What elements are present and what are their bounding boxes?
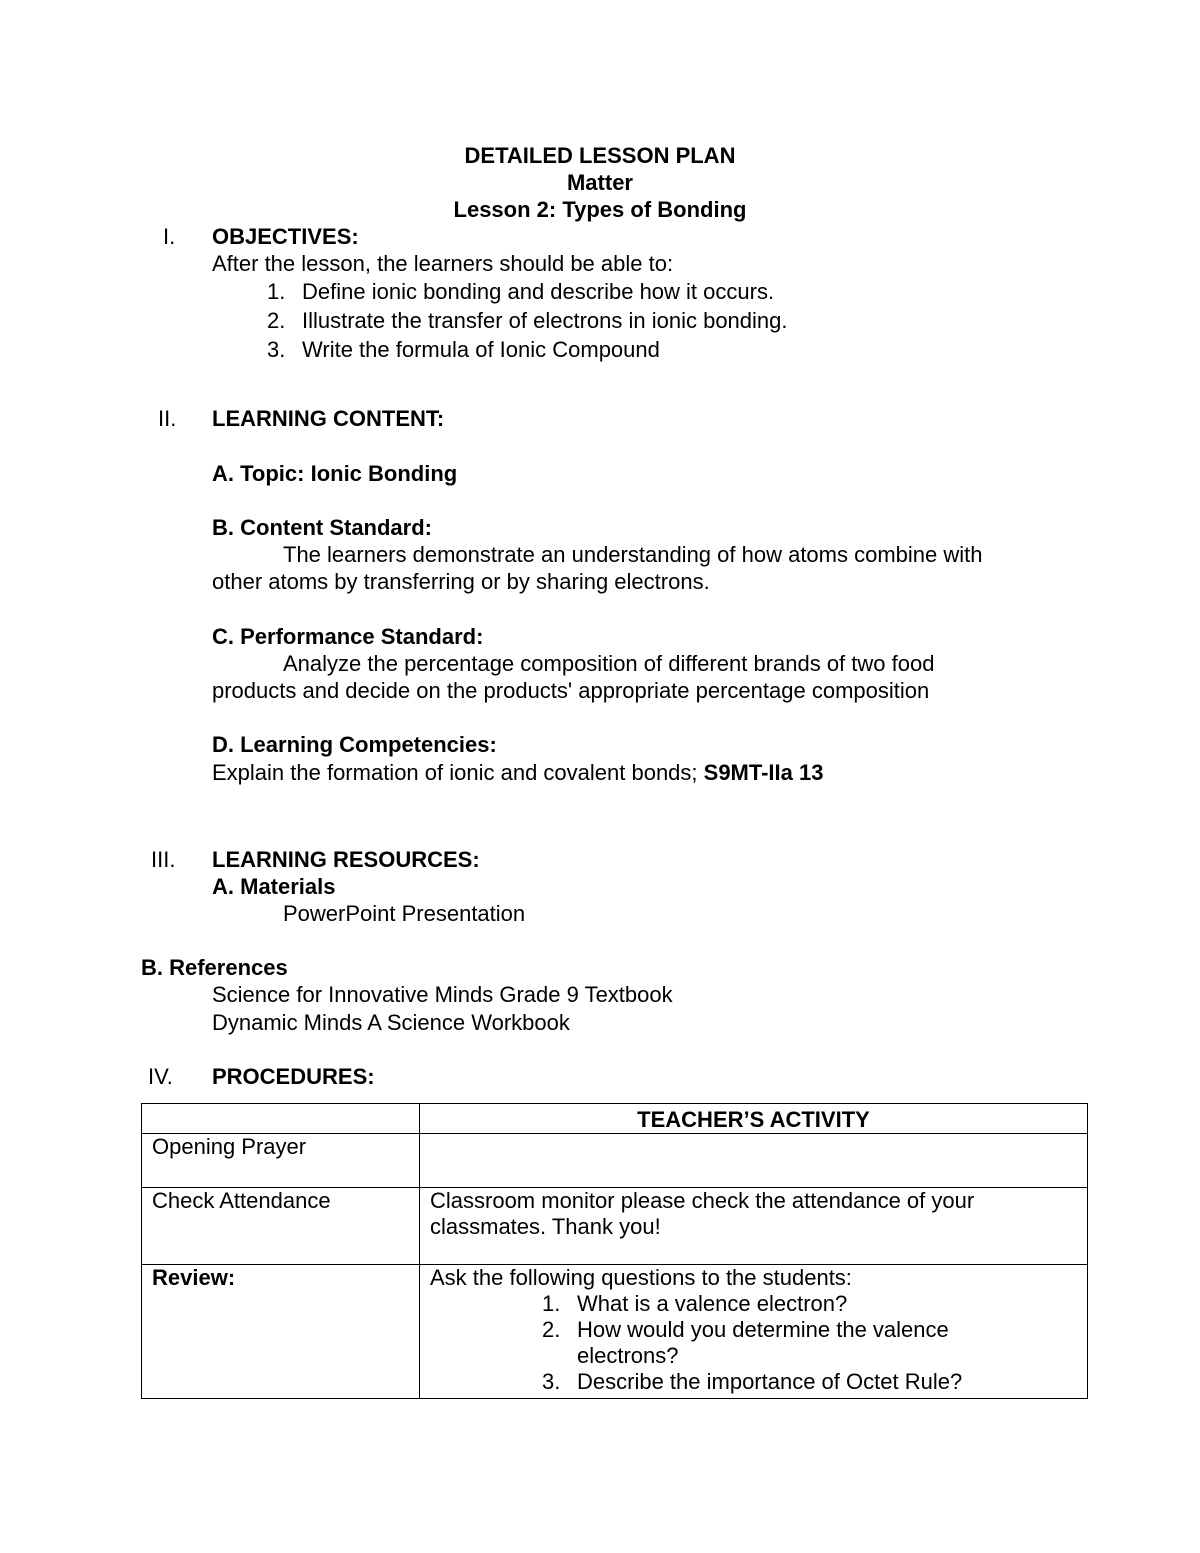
learning-competencies-heading: D. Learning Competencies: <box>212 732 497 757</box>
question-text: Describe the importance of Octet Rule? <box>577 1369 963 1394</box>
learning-competencies-text <box>212 760 823 786</box>
performance-standard-text: Analyze the percentage composition of different brands of two food <box>283 651 935 676</box>
list-item <box>430 1291 1077 1317</box>
activity-line: classmates. Thank you! <box>430 1214 661 1239</box>
content-standard-text: other atoms by transferring or by sharing electrons. <box>212 569 710 594</box>
row-label: Opening Prayer <box>142 1134 420 1188</box>
question-number: 2. <box>542 1317 561 1342</box>
list-item <box>430 1317 1077 1369</box>
question-number: 1. <box>542 1291 561 1316</box>
learning-resources-heading: LEARNING RESOURCES: <box>212 847 480 872</box>
reference-item: Science for Innovative Minds Grade 9 Textbook <box>212 982 673 1007</box>
table-row <box>142 1265 1088 1399</box>
review-intro: Ask the following questions to the students: <box>430 1265 852 1290</box>
teachers-activity-header: TEACHER’S ACTIVITY <box>420 1104 1088 1134</box>
row-activity <box>420 1265 1088 1399</box>
materials-item: PowerPoint Presentation <box>283 901 526 926</box>
document-title: DETAILED LESSON PLAN <box>464 143 736 168</box>
table-header-row <box>142 1104 1088 1134</box>
row-activity <box>420 1188 1088 1265</box>
row-label: Check Attendance <box>142 1188 420 1265</box>
row-label: Review: <box>142 1265 420 1399</box>
objective-item: Define ionic bonding and describe how it occurs. <box>302 279 775 304</box>
competency-description: Explain the formation of ionic and covalent bonds; <box>212 760 704 785</box>
objective-item: Write the formula of Ionic Compound <box>302 337 660 362</box>
procedures-table <box>141 1103 1088 1399</box>
objective-number: 2. <box>267 308 286 333</box>
section-numeral-1: I. <box>163 224 176 249</box>
references-heading: B. References <box>141 955 288 980</box>
document-subject: Matter <box>566 170 633 195</box>
section-numeral-4: IV. <box>148 1064 173 1089</box>
objective-number: 3. <box>267 337 286 362</box>
objectives-intro: After the lesson, the learners should be able to: <box>212 251 674 276</box>
learning-content-heading: LEARNING CONTENT: <box>212 406 445 431</box>
objective-number: 1. <box>267 279 286 304</box>
reference-item: Dynamic Minds A Science Workbook <box>212 1010 570 1035</box>
topic-heading: A. Topic: Ionic Bonding <box>212 461 458 486</box>
list-item <box>430 1369 1077 1395</box>
performance-standard-text: products and decide on the products' appropriate percentage composition <box>212 678 930 703</box>
lesson-title: Lesson 2: Types of Bonding <box>453 197 747 222</box>
review-questions <box>430 1291 1077 1395</box>
content-standard-text: The learners demonstrate an understanding of how atoms combine with <box>283 542 983 567</box>
question-text: What is a valence electron? <box>577 1291 848 1316</box>
section-numeral-2: II. <box>158 406 177 431</box>
objective-item: Illustrate the transfer of electrons in ionic bonding. <box>302 308 788 333</box>
performance-standard-heading: C. Performance Standard: <box>212 624 484 649</box>
activity-line: Classroom monitor please check the attendance of your <box>430 1188 975 1213</box>
competency-code: S9MT-IIa 13 <box>703 760 824 785</box>
table-row <box>142 1134 1088 1188</box>
content-standard-heading: B. Content Standard: <box>212 515 432 540</box>
question-text: How would you determine the valence <box>577 1317 949 1342</box>
question-number: 3. <box>542 1369 561 1394</box>
table-header-cell <box>142 1104 420 1134</box>
procedures-heading: PROCEDURES: <box>212 1064 375 1089</box>
row-activity <box>420 1134 1088 1188</box>
materials-heading: A. Materials <box>212 874 336 899</box>
table-row <box>142 1188 1088 1265</box>
question-text: electrons? <box>577 1343 679 1368</box>
objectives-heading: OBJECTIVES: <box>212 224 359 249</box>
section-numeral-3: III. <box>151 847 176 872</box>
